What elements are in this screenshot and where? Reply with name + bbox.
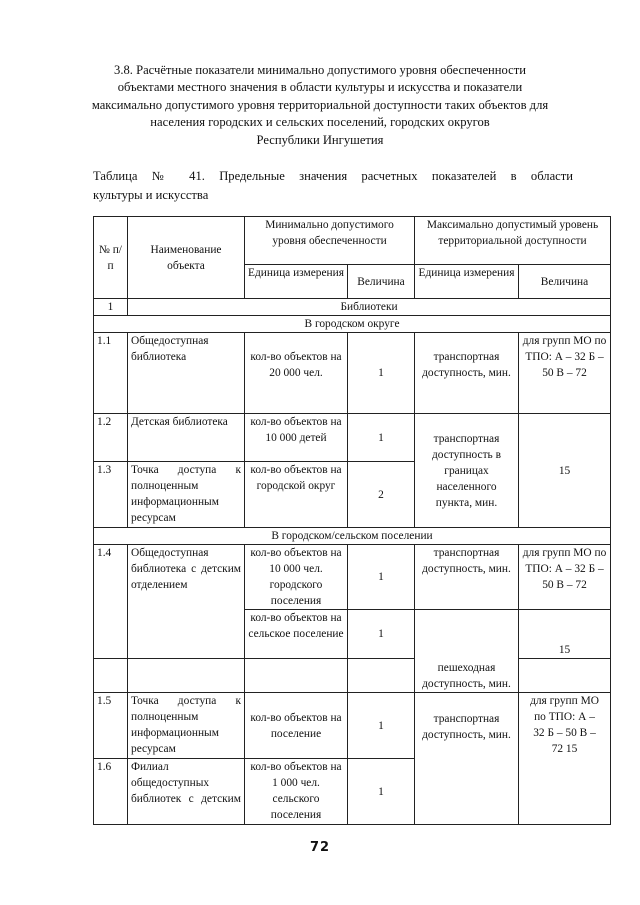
row-max-unit xyxy=(415,333,519,414)
header-max-value: Величина xyxy=(519,265,611,299)
empty-cell xyxy=(245,659,348,693)
row-max-unit: пешеходная доступность, мин. xyxy=(415,610,519,693)
row-max-value: 15 xyxy=(519,610,611,659)
table-caption-cont: культуры и искусства xyxy=(93,188,209,202)
row-unit: кол-во объектов на городской округ xyxy=(245,462,348,528)
row-name: Детская библиотека xyxy=(128,414,245,462)
row-max-unit: транспортная доступность, мин. xyxy=(415,693,519,825)
header-min-unit: Единица измерения xyxy=(245,265,348,299)
page-number: 72 xyxy=(309,840,331,855)
heading-line: объектами местного значения в области культуры и искусства и показатели xyxy=(117,80,523,95)
row-num: 1.2 xyxy=(94,414,128,462)
row-name: Точка доступа к полноценным информационным ресурсам xyxy=(128,462,245,528)
section-title: Библиотеки xyxy=(128,299,611,316)
row-name: Общедоступная библиотека xyxy=(128,333,245,414)
row-value: 1 xyxy=(348,333,415,414)
header-max-unit: Единица измерения xyxy=(415,265,519,299)
row-name: Общедоступная библиотека с детским отделением xyxy=(128,545,245,659)
heading-line: максимально допустимого уровня территориальной доступности таких объектов для xyxy=(91,97,549,112)
row-value: 1 xyxy=(348,414,415,462)
table-caption: Таблица № 41. Предельные значения расчетных показателей в области xyxy=(93,169,573,183)
row-unit-text: кол-во объектов на 20 000 чел. xyxy=(250,351,342,379)
header-min-value: Величина xyxy=(348,265,415,299)
row-unit: кол-во объектов на 10 000 чел. городского поселения xyxy=(245,545,348,610)
header-min-group: Минимально допустимого уровня обеспеченности xyxy=(245,217,415,265)
row-max-value: 15 xyxy=(519,414,611,528)
row-value: 1 xyxy=(348,545,415,610)
subsection-title: В городском округе xyxy=(94,316,611,333)
empty-cell xyxy=(348,659,415,693)
row-max-value: для групп МО по ТПО: А – 32 Б – 50 В – 72 xyxy=(519,545,611,610)
row-num: 1.4 xyxy=(94,545,128,659)
row-max-unit: транспортная доступность в границах населенного пункта, мин. xyxy=(415,414,519,528)
row-max-value: для групп МО по ТПО: А – 32 Б – 50 В – 72 xyxy=(519,333,611,414)
row-unit: кол-во объектов на 1 000 чел. сельского поселения xyxy=(245,759,348,825)
row-num: 1.1 xyxy=(94,333,128,414)
row-max-value: для групп МО по ТПО: А – 32 Б – 50 В – 72 15 xyxy=(519,693,611,825)
row-value: 1 xyxy=(348,610,415,659)
culture-indicators-table xyxy=(93,216,611,825)
subsection-title: В городском/сельском поселении xyxy=(94,528,611,545)
row-num: 1.5 xyxy=(94,693,128,759)
empty-cell xyxy=(519,659,611,693)
row-value: 1 xyxy=(348,693,415,759)
row-unit: кол-во объектов на поселение xyxy=(245,693,348,759)
header-name: Наименование объекта xyxy=(128,217,245,299)
row-unit: кол-во объектов на 10 000 детей xyxy=(245,414,348,462)
row-unit xyxy=(245,333,348,414)
row-num: 1.3 xyxy=(94,462,128,528)
heading-line: Республики Ингушетия xyxy=(256,132,384,147)
empty-cell xyxy=(94,659,128,693)
row-name: Точка доступа к полноценным информационным ресурсам xyxy=(128,693,245,759)
row-num: 1.6 xyxy=(94,759,128,825)
row-value: 1 xyxy=(348,759,415,825)
section-num: 1 xyxy=(94,299,128,316)
heading-line: населения городских и сельских поселений, городских округов xyxy=(150,115,490,130)
section-heading xyxy=(70,62,570,149)
row-max-unit: транспортная доступность, мин. xyxy=(415,545,519,610)
heading-line: 3.8. Расчётные показатели минимально допустимого уровня обеспеченности xyxy=(114,63,526,77)
header-num: № п/п xyxy=(94,217,128,299)
row-name: Филиал общедоступных библиотек с детским xyxy=(128,759,245,825)
row-unit: кол-во объектов на сельское поселение xyxy=(245,610,348,659)
header-max-group: Максимально допустимый уровень территориальной доступности xyxy=(415,217,611,265)
row-max-unit-text: транспортная доступность, мин. xyxy=(422,351,511,379)
row-value: 2 xyxy=(348,462,415,528)
empty-cell xyxy=(128,659,245,693)
